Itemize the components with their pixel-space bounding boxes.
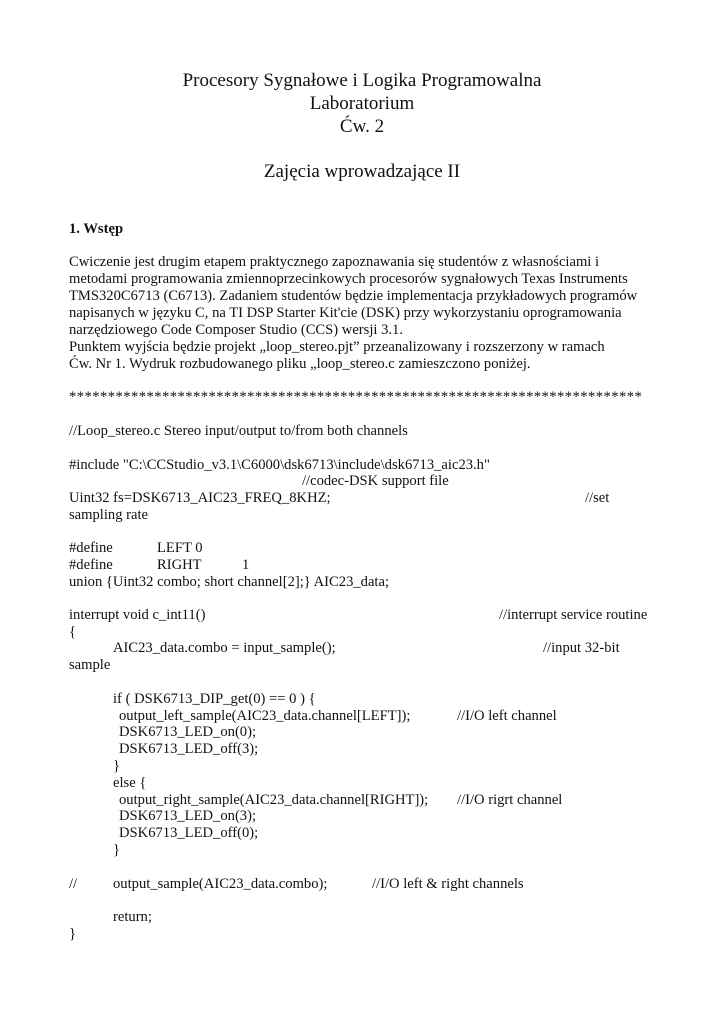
code-define-left: LEFT 0 <box>157 540 203 556</box>
intro-line: Punktem wyjścia będzie projekt „loop_stereo.pjt” przeanalizowany i rozszerzony w ramach <box>69 339 605 355</box>
code-define-keyword: #define <box>69 540 113 556</box>
code-led-on-3: DSK6713_LED_on(3); <box>119 808 257 824</box>
code-led-on-0: DSK6713_LED_on(0); <box>119 724 257 740</box>
code-open-brace: { <box>69 624 77 640</box>
code-combo-comment: //input 32-bit <box>543 640 620 656</box>
code-fs-comment: //set <box>585 490 610 506</box>
code-output-left: output_left_sample(AIC23_data.channel[LEFT]); <box>119 708 411 724</box>
code-output-left-comment: //I/O left channel <box>457 708 557 724</box>
code-header-comment: //Loop_stereo.c Stereo input/output to/from both channels <box>69 423 408 439</box>
document-title-line-3: Ćw. 2 <box>339 116 385 137</box>
document-title-line-2: Laboratorium <box>309 93 415 114</box>
code-output-sample: output_sample(AIC23_data.combo); <box>113 876 328 892</box>
code-isr-signature: interrupt void c_int11() <box>69 607 206 623</box>
code-define-keyword: #define <box>69 557 113 573</box>
code-led-off-3: DSK6713_LED_off(3); <box>119 741 259 757</box>
intro-line: napisanych w języku C, na TI DSP Starter Kit'cie (DSK) przy wykorzystaniu oprogramowania <box>69 305 622 321</box>
code-return-statement: return; <box>113 909 152 925</box>
code-output-right-comment: //I/O rigrt channel <box>457 792 563 808</box>
code-else-statement: else { <box>113 775 147 791</box>
intro-line: metodami programowania zmiennoprzecinkowych procesorów sygnałowych Texas Instruments <box>69 271 628 287</box>
code-comment-marker: // <box>69 876 78 892</box>
code-fs-comment-wrap: sampling rate <box>69 507 149 523</box>
code-output-sample-comment: //I/O left & right channels <box>372 876 524 892</box>
code-fs-declaration: Uint32 fs=DSK6713_AIC23_FREQ_8KHZ; <box>69 490 331 506</box>
code-union-declaration: union {Uint32 combo; short channel[2];} AIC23_data; <box>69 574 390 590</box>
code-combo-comment-wrap: sample <box>69 657 111 673</box>
code-combo-statement: AIC23_data.combo = input_sample(); <box>113 640 336 656</box>
intro-line: narzędziowego Code Composer Studio (CCS) wersji 3.1. <box>69 322 403 338</box>
code-if-statement: if ( DSK6713_DIP_get(0) == 0 ) { <box>113 691 316 707</box>
code-include: #include "C:\CCStudio_v3.1\C6000\dsk6713\include\dsk6713_aic23.h" <box>69 457 490 473</box>
document-subtitle: Zajęcia wprowadzające II <box>263 161 461 182</box>
intro-line: Ćw. Nr 1. Wydruk rozbudowanego pliku „loop_stereo.c zamieszczono poniżej. <box>69 356 531 372</box>
intro-line: TMS320C6713 (C6713). Zadaniem studentów będzie implementacja przykładowych programów <box>69 288 638 304</box>
code-define-right: RIGHT <box>157 557 202 573</box>
code-include-comment: //codec-DSK support file <box>302 473 449 489</box>
code-close-else: } <box>113 842 121 858</box>
document-title-line-1: Procesory Sygnałowe i Logika Programowalna <box>182 70 542 91</box>
asterisk-separator: ************************************************************************** <box>69 389 643 405</box>
intro-line: Cwiczenie jest drugim etapem praktycznego zapoznawania się studentów z własnościami i <box>69 254 600 270</box>
code-output-right: output_right_sample(AIC23_data.channel[RIGHT]); <box>119 792 429 808</box>
code-define-right-value: 1 <box>242 557 250 573</box>
code-close-brace: } <box>69 926 77 942</box>
code-close-if: } <box>113 758 121 774</box>
code-led-off-0: DSK6713_LED_off(0); <box>119 825 259 841</box>
code-isr-comment: //interrupt service routine <box>499 607 648 623</box>
section-heading: 1. Wstęp <box>69 221 124 237</box>
